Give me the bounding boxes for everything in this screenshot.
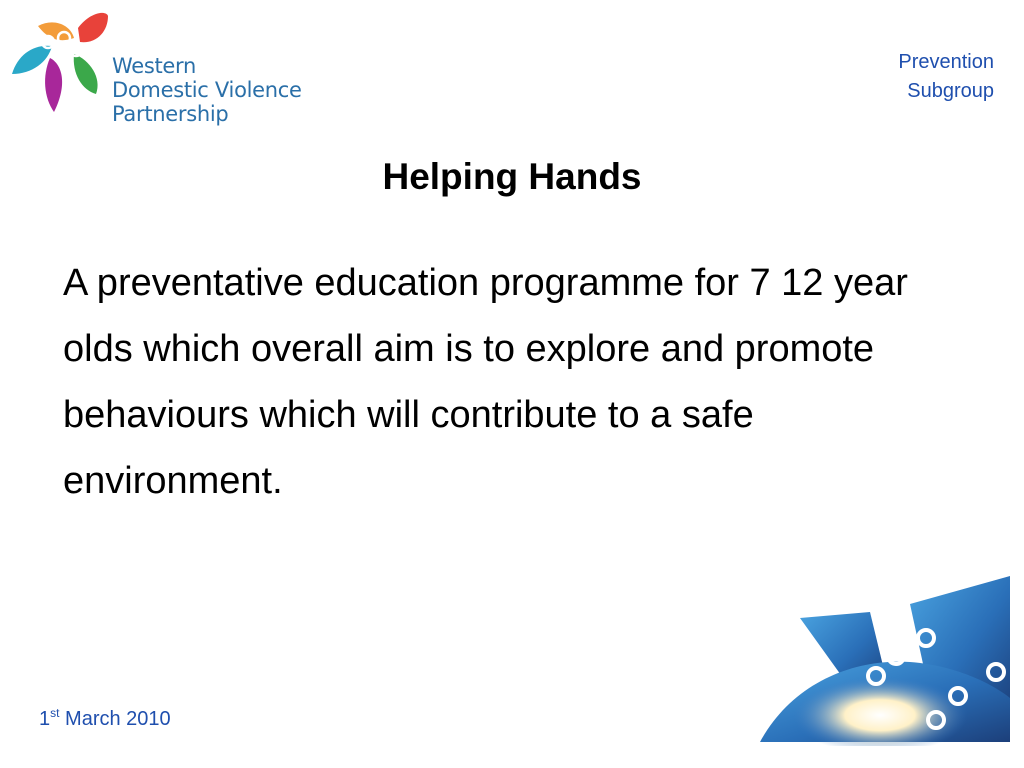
logo-wordmark	[112, 54, 302, 126]
decorative-sky-graphic	[760, 576, 1010, 746]
logo-line-1: Western	[112, 54, 197, 78]
logo-line-2: Domestic Violence	[112, 78, 302, 102]
date-rest: March 2010	[65, 708, 171, 730]
date-suffix: st	[50, 706, 60, 720]
footer-date	[39, 706, 171, 731]
subgroup-label	[898, 48, 994, 106]
logo-line-3: Partnership	[112, 102, 229, 126]
slide-body-text: A preventative education programme for 7 12 year olds which overall aim is to explore and promote behaviours which will contribute to a safe environment.	[63, 262, 908, 502]
subgroup-line-2: Subgroup	[907, 80, 994, 102]
partnership-logo	[8, 8, 328, 128]
subgroup-line-1: Prevention	[898, 51, 994, 73]
date-day: 1	[39, 708, 51, 730]
slide-title: Helping Hands	[382, 156, 642, 197]
people-figures-logo-icon	[8, 8, 118, 118]
